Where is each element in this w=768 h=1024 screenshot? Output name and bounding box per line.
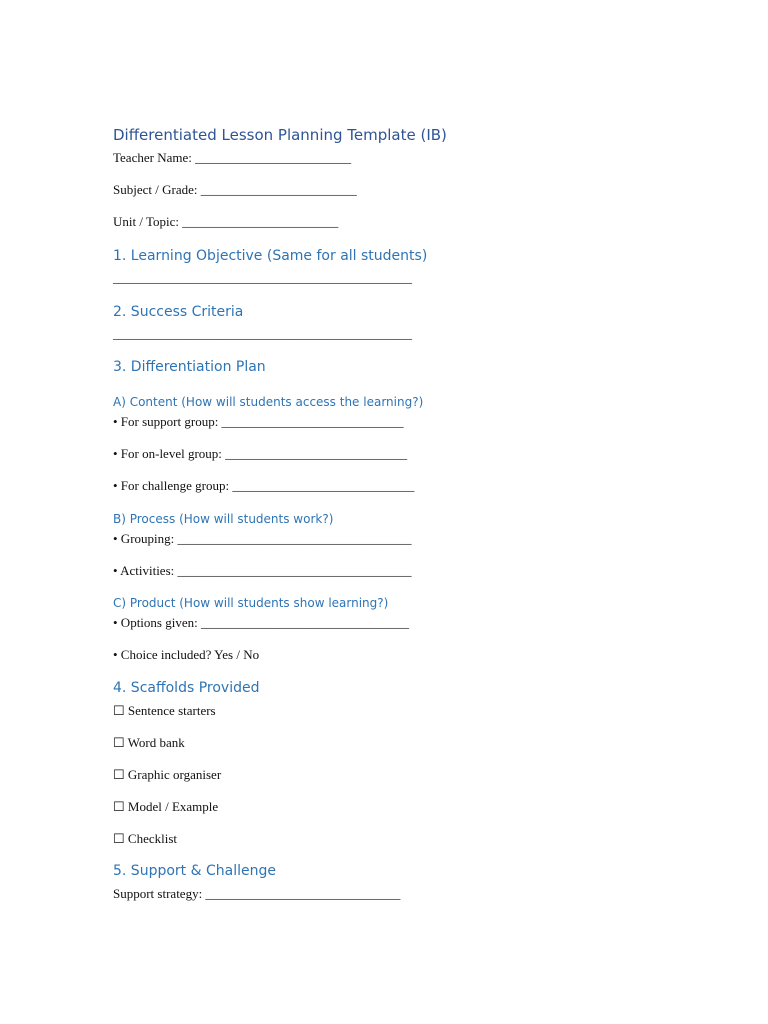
grouping-field: • Grouping: ____________________________________ [113, 531, 412, 546]
support-group-field: • For support group: ____________________________ [113, 414, 404, 429]
teacher-name-field: Teacher Name: ________________________ [113, 150, 352, 165]
support-strategy-field: Support strategy: ______________________________ [113, 886, 401, 901]
section-3-heading: 3. Differentiation Plan [113, 359, 266, 375]
section-4-heading: 4. Scaffolds Provided [113, 680, 260, 696]
section-2-answer-line: ______________________________________________ [113, 326, 412, 341]
choice-included-field: • Choice included? Yes / No [113, 647, 260, 662]
section-5-heading: 5. Support & Challenge [113, 863, 276, 879]
section-2-heading: 2. Success Criteria [113, 304, 244, 320]
section-1-heading: 1. Learning Objective (Same for all students) [113, 248, 428, 264]
scaffold-item-model-example: ☐ Model / Example [113, 799, 219, 814]
onlevel-group-field: • For on-level group: ____________________________ [113, 446, 408, 461]
scaffold-item-word-bank: ☐ Word bank [113, 735, 185, 750]
subject-grade-field: Subject / Grade: ________________________ [113, 182, 357, 197]
unit-topic-field: Unit / Topic: ________________________ [113, 214, 339, 229]
scaffold-item-graphic-organiser: ☐ Graphic organiser [113, 767, 222, 782]
content-subheading: A) Content (How will students access the learning?) [113, 395, 424, 409]
challenge-group-field: • For challenge group: ____________________________ [113, 478, 415, 493]
scaffold-item-checklist: ☐ Checklist [113, 831, 178, 846]
activities-field: • Activities: ____________________________________ [113, 563, 412, 578]
section-1-answer-line: ______________________________________________ [113, 270, 412, 285]
options-given-field: • Options given: ________________________________ [113, 615, 409, 630]
scaffold-item-sentence-starters: ☐ Sentence starters [113, 703, 216, 718]
process-subheading: B) Process (How will students work?) [113, 512, 334, 526]
product-subheading: C) Product (How will students show learning?) [113, 596, 389, 610]
document-title: Differentiated Lesson Planning Template (IB) [113, 126, 447, 144]
